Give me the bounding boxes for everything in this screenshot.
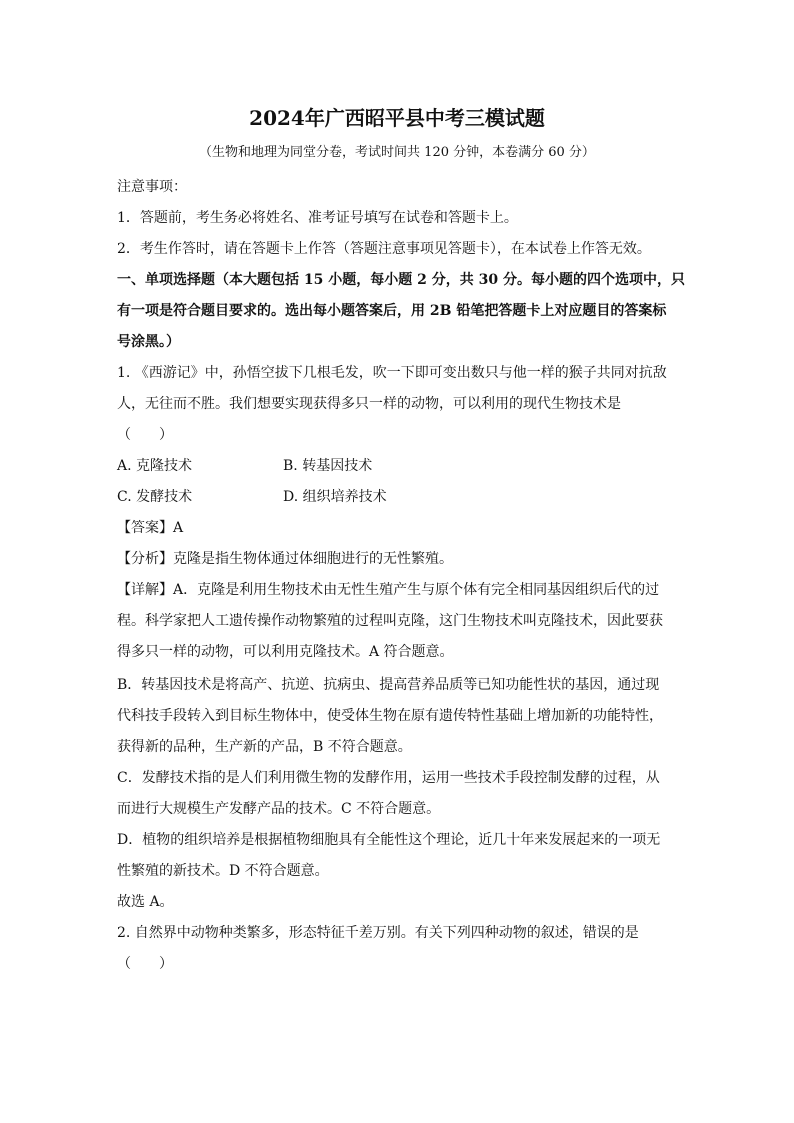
q1-detail-line-6: 获得新的品种，生产新的产品，B 不符合题意。 — [117, 739, 412, 755]
q1-detail-line-1: 【详解】A．克隆是利用生物技术由无性生殖产生与原个体有完全相同基因组织后代的过 — [117, 582, 660, 598]
q1-option-c: C. 发酵技术 — [117, 489, 193, 505]
page-subtitle: （生物和地理为同堂分卷，考试时间共 120 分钟，本卷满分 60 分） — [199, 145, 595, 160]
q1-detail-line-7: C．发酵技术指的是人们利用微生物的发酵作用，运用一些技术手段控制发酵的过程，从 — [117, 770, 660, 786]
q1-stem-line-1: 1. 《西游记》中，孙悟空拔下几根毛发，吹一下即可变出数只与他一样的猴子共同对抗敌 — [117, 365, 667, 381]
section-heading-line-3: 号涂黑。） — [117, 334, 180, 350]
section-heading-line-1: 一、单项选择题（本大题包括 15 小题，每小题 2 分，共 30 分。每小题的四个选项中，只 — [117, 272, 685, 288]
q1-detail-line-3: 得多只一样的动物，可以利用克隆技术。A 符合题意。 — [117, 644, 454, 660]
q1-detail-line-11: 故选 A。 — [117, 894, 174, 910]
page-title: 2024年广西昭平县中考三模试题 — [249, 106, 545, 130]
q1-detail-line-5: 代科技手段转入到目标生物体中，使受体生物在原有遗传特性基础上增加新的功能特性， — [117, 708, 663, 724]
q2-stem-line-1: 2. 自然界中动物种类繁多，形态特征千差万别。有关下列四种动物的叙述，错误的是 — [117, 925, 639, 941]
q1-detail-line-2: 程。科学家把人工遗传操作动物繁殖的过程叫克隆，这门生物技术叫克隆技术，因此要获 — [117, 613, 663, 629]
notes-heading: 注意事项： — [117, 179, 187, 195]
q1-option-b: B. 转基因技术 — [283, 458, 373, 474]
q1-option-d: D. 组织培养技术 — [283, 489, 387, 505]
q1-stem-line-2: 人，无往而不胜。我们想要实现获得多只一样的动物，可以利用的现代生物技术是 — [117, 396, 621, 412]
q1-detail-line-9: D．植物的组织培养是根据植物细胞具有全能性这个理论，近几十年来发展起来的一项无 — [117, 832, 661, 848]
q2-stem-line-2: （ ） — [117, 956, 173, 972]
q1-detail-line-4: B．转基因技术是将高产、抗逆、抗病虫、提高营养品质等已知功能性状的基因，通过现 — [117, 677, 660, 693]
q1-detail-line-10: 性繁殖的新技术。D 不符合题意。 — [117, 863, 329, 879]
q1-analysis: 【分析】克隆是指生物体通过体细胞进行的无性繁殖。 — [117, 551, 453, 567]
section-heading-line-2: 有一项是符合题目要求的。选出每小题答案后，用 2B 铅笔把答题卡上对应题目的答案标 — [117, 303, 667, 319]
q1-option-a: A. 克隆技术 — [117, 458, 193, 474]
q1-answer: 【答案】A — [117, 520, 184, 536]
note-1: 1．答题前，考生务必将姓名、准考证号填写在试卷和答题卡上。 — [117, 210, 518, 226]
q1-stem-line-3: （ ） — [117, 427, 173, 443]
q1-detail-line-8: 而进行大规模生产发酵产品的技术。C 不符合题意。 — [117, 801, 441, 817]
note-2: 2．考生作答时，请在答题卡上作答（答题注意事项见答题卡），在本试卷上作答无效。 — [117, 241, 651, 257]
